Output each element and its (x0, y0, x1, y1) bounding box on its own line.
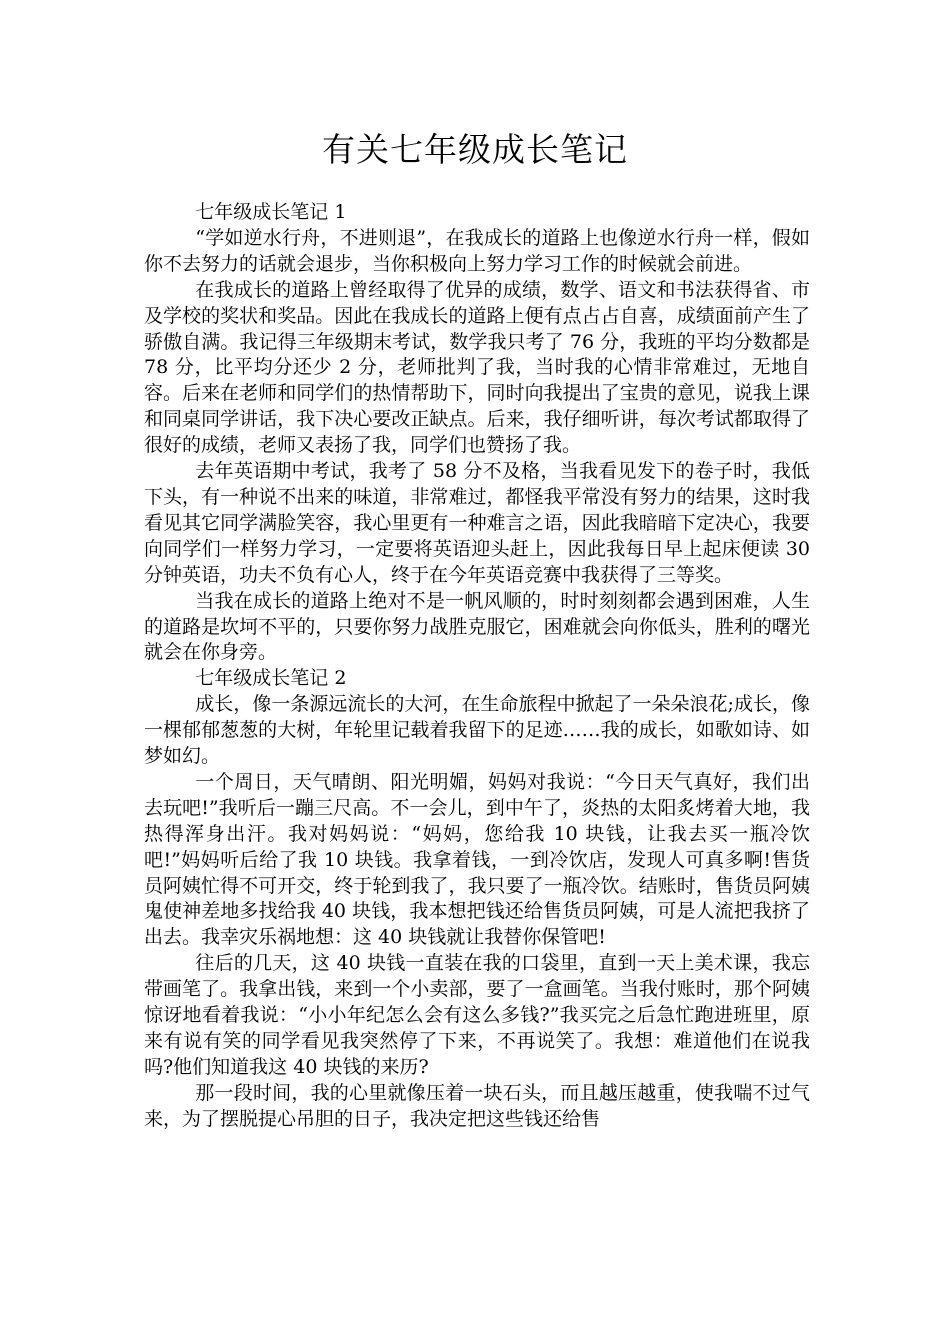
paragraph: 成长，像一条源远流长的大河，在生命旅程中掀起了一朵朵浪花;成长，像一棵郁郁葱葱的大树，年轮里记载着我留下的足迹……我的成长，如歌如诗、如梦如幻。 (144, 693, 810, 768)
document-body (144, 200, 810, 1133)
paragraph: “学如逆水行舟，不进则退”，在我成长的道路上也像逆水行舟一样，假如你不去努力的话就会退步，当你积极向上努力学习工作的时候就会前进。 (144, 226, 810, 275)
paragraph: 往后的几天，这 40 块钱一直装在我的口袋里，直到一天上美术课，我忘带画笔了。我拿出钱，来到一个小卖部，要了一盒画笔。当我付账时，那个阿姨惊讶地看着我说：“小小年纪怎么会有这么多钱?”我买完之后急忙跑进班里，原来有说有笑的同学看见我突然停了下来，不再说笑了。我想：难道他们在说我吗?他们知道我这 40 块钱的来历? (144, 952, 810, 1078)
section-heading: 七年级成长笔记 2 (195, 667, 347, 690)
paragraph: 去年英语期中考试，我考了 58 分不及格，当我看见发下的卷子时，我低下头，有一种说不出来的味道，非常难过，都怪我平常没有努力的结果，这时我看见其它同学满脸笑容，我心里更有一种难言之语，因此我暗暗下定决心，我要向同学们一样努力学习，一定要将英语迎头赶上，因此我每日早上起床便读 30 分钟英语，功夫不负有心人，终于在今年英语竞赛中我获得了三等奖。 (144, 460, 810, 586)
paragraph: 当我在成长的道路上绝对不是一帆风顺的，时时刻刻都会遇到困难，人生的道路是坎坷不平的，只要你努力战胜克服它，困难就会向你低头，胜利的曙光就会在你身旁。 (144, 589, 810, 664)
paragraph: 在我成长的道路上曾经取得了优异的成绩，数学、语文和书法获得省、市及学校的奖状和奖品。因此在我成长的道路上便有点占占自喜，成绩面前产生了骄傲自满。我记得三年级期末考试，数学我只考了 76 分，我班的平均分数都是 78 分，比平均分还少 2 分，老师批判了我，当时我的心情非常难过，无地自容。后来在老师和同学们的热情帮助下，同时向我提出了宝贵的意见，说我上课和同桌同学讲话，我下决心要改正缺点。后来，我仔细听讲，每次考试都取得了很好的成绩，老师又表扬了我，同学们也赞扬了我。 (144, 278, 810, 457)
document-title: 有关七年级成长笔记 (322, 130, 628, 169)
section-heading: 七年级成长笔记 1 (195, 201, 347, 223)
paragraph: 一个周日，天气晴朗、阳光明媚，妈妈对我说：“今日天气真好，我们出去玩吧!”我听后一蹦三尺高。不一会儿，到中午了，炎热的太阳炙烤着大地，我热得浑身出汗。我对妈妈说：“妈妈，您给我 10 块钱，让我去买一瓶冷饮吧!”妈妈听后给了我 10 块钱。我拿着钱，一到冷饮店，发现人可真多啊!售货员阿姨忙得不可开交，终于轮到我了，我只要了一瓶冷饮。结账时，售货员阿姨鬼使神差地多找给我 40 块钱，我本想把钱还给售货员阿姨，可是人流把我挤了出去。我幸灾乐祸地想：这 40 块钱就让我替你保管吧! (144, 770, 810, 949)
paragraph: 那一段时间，我的心里就像压着一块石头，而且越压越重，使我喘不过气来，为了摆脱提心吊胆的日子，我决定把这些钱还给售 (144, 1081, 810, 1130)
